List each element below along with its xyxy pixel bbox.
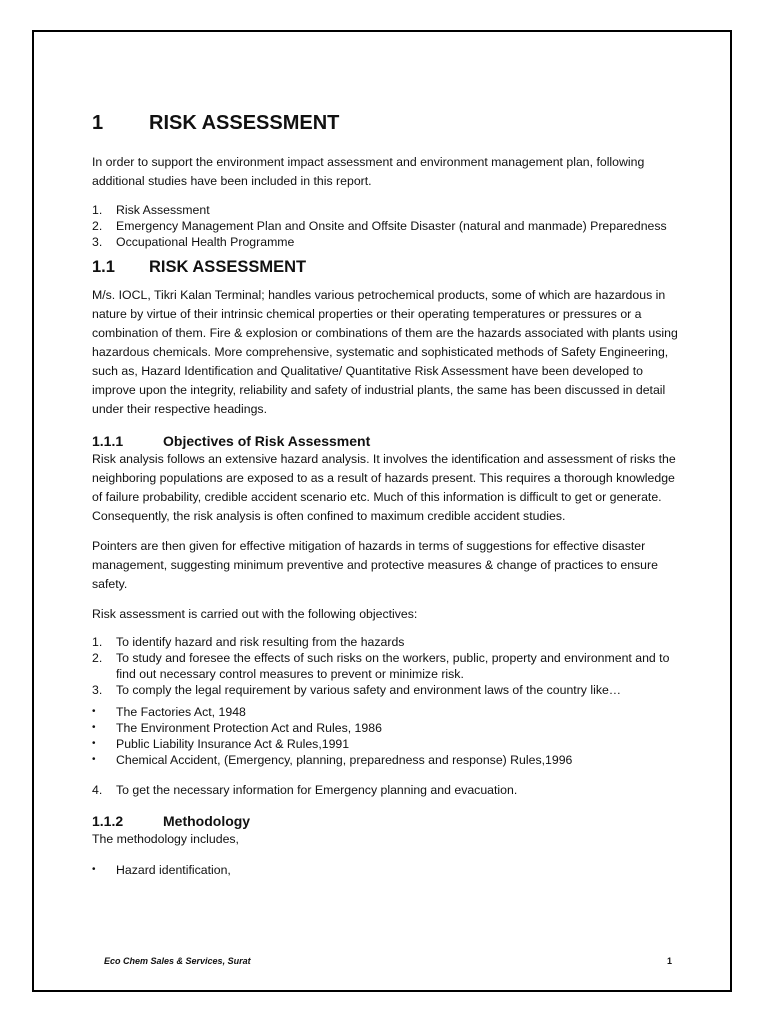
subsection-title: RISK ASSESSMENT: [149, 258, 307, 276]
document-body: [92, 112, 682, 878]
objectives-title: Objectives of Risk Assessment: [163, 433, 371, 449]
methodology-heading: [92, 813, 682, 829]
section-title: RISK ASSESSMENT: [149, 112, 340, 134]
list-item: 4. To get the necessary information for Emergency planning and evacuation.: [92, 783, 518, 797]
subsection-number: 1.1: [92, 258, 115, 276]
list-item: 3. To comply the legal requirement by various safety and environment laws of the country like…: [92, 683, 622, 697]
objectives-paragraph-2: Pointers are then given for effective mitigation of hazards in terms of suggestions for effective disaster management, suggesting minimum preventive and protective measures & change of practices to ensure safety.: [92, 539, 658, 591]
section-number: 1: [92, 112, 104, 134]
methodology-title: Methodology: [163, 813, 251, 829]
list-item: 2. To study and foresee the effects of such risks on the workers, public, property and environment and to find out necessary control measures to prevent or minimize risk.: [92, 651, 670, 681]
laws-list: [92, 704, 682, 768]
methodology-number: 1.1.2: [92, 813, 124, 829]
objectives-list-continued: [92, 782, 682, 798]
methodology-list: [92, 862, 682, 878]
objectives-heading: [92, 433, 682, 449]
objectives-paragraph-3: Risk assessment is carried out with the following objectives:: [92, 607, 418, 621]
subsection-heading: [92, 258, 682, 277]
section-heading: [92, 112, 682, 135]
list-item: • Public Liability Insurance Act & Rules,1991: [92, 737, 350, 751]
list-item: • Hazard identification,: [92, 863, 231, 877]
studies-list: [92, 202, 682, 250]
objectives-list: [92, 634, 682, 698]
bullet-icon: •: [92, 722, 96, 733]
list-item: • The Factories Act, 1948: [92, 705, 246, 719]
list-item: 2. Emergency Management Plan and Onsite and Offsite Disaster (natural and manmade) Preparedness: [92, 219, 667, 233]
page-footer: [104, 956, 672, 966]
list-item: 1. Risk Assessment: [92, 203, 210, 217]
bullet-icon: •: [92, 754, 96, 765]
page-number: 1: [666, 956, 672, 966]
list-item: • Chemical Accident, (Emergency, planning, preparedness and response) Rules,1996: [92, 753, 573, 767]
list-item: • The Environment Protection Act and Rules, 1986: [92, 721, 382, 735]
methodology-intro: The methodology includes,: [92, 832, 239, 846]
bullet-icon: •: [92, 706, 96, 717]
bullet-icon: •: [92, 738, 96, 749]
objectives-number: 1.1.1: [92, 433, 124, 449]
list-item: 1. To identify hazard and risk resulting from the hazards: [92, 635, 405, 649]
objectives-paragraph-1: Risk analysis follows an extensive hazard analysis. It involves the identification and assessment of risks the neighboring populations are exposed to as a result of hazards present. This requires a thorough knowledge of failure probability, credible accident scenario etc. Much of this information is difficult to get or generate. Consequently, the risk analysis is often confined to maximum credible accident studies.: [92, 452, 676, 523]
subsection-paragraph: M/s. IOCL, Tikri Kalan Terminal; handles various petrochemical products, some of which are hazardous in nature by virtue of their intrinsic chemical properties or their operating temperatures or pressures or a combination of them. Fire & explosion or combinations of them are the hazards associated with plants using hazardous chemicals. More comprehensive, systematic and sophisticated methods of Safety Engineering, such as, Hazard Identification and Qualitative/ Quantitative Risk Assessment have been developed to improve upon the integrity, reliability and safety of industrial plants, the same has been discussed in detail under their respective headings.: [92, 288, 678, 416]
intro-paragraph: In order to support the environment impact assessment and environment management plan, following additional studies have been included in this report.: [92, 155, 645, 188]
list-item: 3. Occupational Health Programme: [92, 235, 295, 249]
bullet-icon: •: [92, 864, 96, 875]
footer-organization: Eco Chem Sales & Services, Surat: [104, 956, 251, 966]
